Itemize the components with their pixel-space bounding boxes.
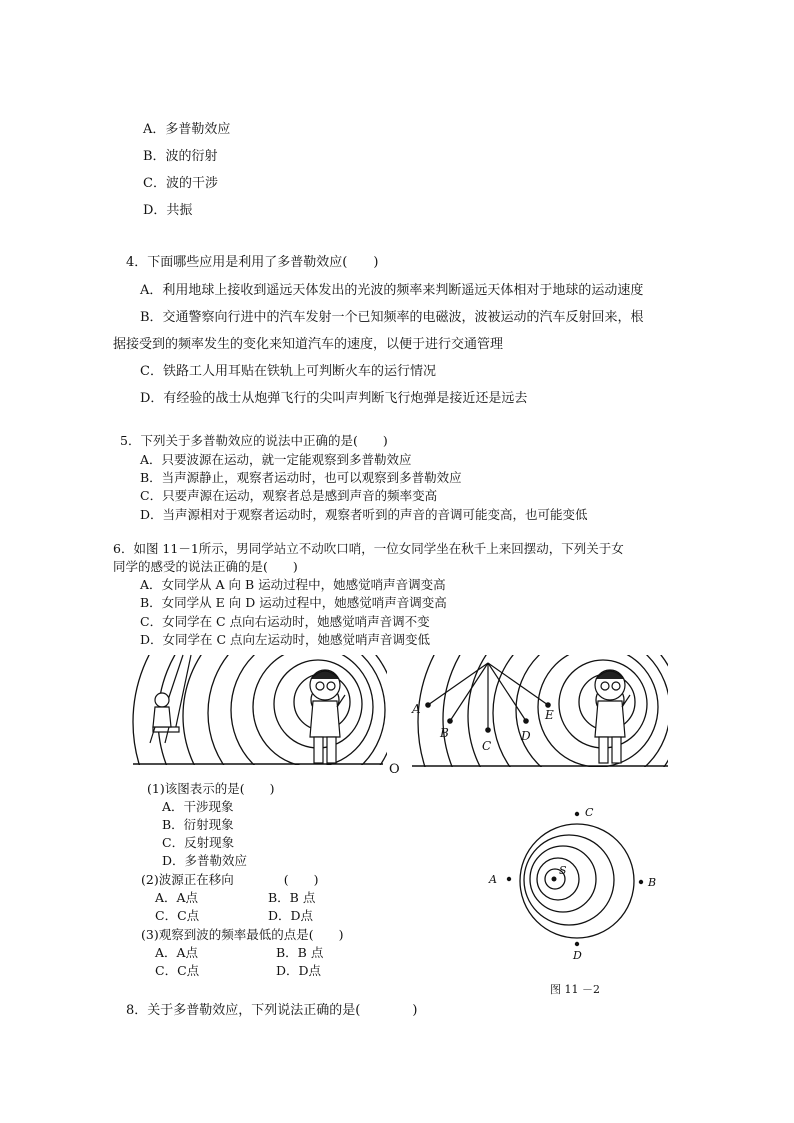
whistling-boy bbox=[310, 670, 345, 763]
point-a bbox=[507, 877, 511, 881]
q7-sub3-option-b: B．B 点 bbox=[276, 945, 324, 960]
q6-option-d: D．女同学在 C 点向左运动时，她感觉哨声音调变低 bbox=[140, 632, 431, 647]
point-label-a: A bbox=[412, 702, 421, 716]
q6-option-a: A．女同学从 A 向 B 运动过程中，她感觉哨声音调变高 bbox=[140, 577, 446, 592]
q7-sub2-option-a: A．A点 bbox=[155, 890, 199, 905]
figure-11-2-moving-source bbox=[480, 800, 670, 970]
q6-stem-line2: 同学的感受的说法正确的是( ) bbox=[113, 559, 298, 574]
q3-option-b: B．波的衍射 bbox=[143, 149, 218, 164]
q5-stem: 5．下列关于多普勒效应的说法中正确的是( ) bbox=[120, 433, 388, 448]
q5-option-b: B．当声源静止，观察者运动时，也可以观察到多普勒效应 bbox=[140, 470, 462, 485]
q3-option-c: C．波的干涉 bbox=[143, 176, 218, 191]
pendulum-lines bbox=[428, 663, 548, 730]
q7-sub1-option-c: C．反射现象 bbox=[162, 835, 235, 850]
q3-option-a: A．多普勒效应 bbox=[143, 122, 231, 137]
wave-circles bbox=[520, 824, 634, 938]
q5-option-a: A．只要波源在运动，就一定能观察到多普勒效应 bbox=[140, 452, 412, 467]
point-label-d: D bbox=[521, 729, 531, 743]
point-label-e: E bbox=[545, 708, 554, 722]
point-label-a2: A bbox=[489, 873, 497, 886]
q4-option-a: A．利用地球上接收到遥远天体发出的光波的频率来判断遥远天体相对于地球的运动速度 bbox=[140, 283, 644, 298]
point-label-b2: B bbox=[648, 876, 657, 889]
figure-o-label: O bbox=[389, 762, 400, 777]
whistling-boy-right bbox=[595, 670, 630, 763]
q4-option-b-line1: B．交通警察向行进中的汽车发射一个已知频率的电磁波，波被运动的汽车反射回来，根 bbox=[140, 310, 644, 325]
point-b bbox=[639, 880, 643, 884]
figure-11-2-caption: 图 11 －2 bbox=[550, 983, 600, 996]
q7-sub2-stem: (2)波源正在移向 ( ) bbox=[141, 872, 319, 887]
point-label-c2: C bbox=[585, 806, 594, 819]
q7-sub1-option-d: D．多普勒效应 bbox=[162, 853, 248, 868]
q7-sub2-option-d: D．D点 bbox=[268, 908, 314, 923]
q7-sub1-option-a: A．干涉现象 bbox=[162, 799, 234, 814]
q4-stem: 4．下面哪些应用是利用了多普勒效应( ) bbox=[126, 255, 379, 270]
q7-sub1-stem: (1)该图表示的是( ) bbox=[147, 781, 275, 796]
q7-sub3-option-c: C．C点 bbox=[155, 963, 200, 978]
point-label-c: C bbox=[482, 739, 492, 753]
q5-option-d: D．当声源相对于观察者运动时，观察者听到的声音的音调可能变高，也可能变低 bbox=[140, 507, 588, 522]
q7-sub1-option-b: B．衍射现象 bbox=[162, 817, 234, 832]
q6-option-b: B．女同学从 E 向 D 运动过程中，她感觉哨声音调变高 bbox=[140, 595, 447, 610]
q4-option-d: D．有经验的战士从炮弹飞行的尖叫声判断飞行炮弹是接近还是远去 bbox=[140, 391, 528, 406]
q6-option-c: C．女同学在 C 点向右运动时，她感觉哨声音调不变 bbox=[140, 614, 430, 629]
wave-source-point bbox=[552, 877, 557, 882]
q8-stem: 8．关于多普勒效应，下列说法正确的是( ) bbox=[126, 1003, 418, 1018]
q7-sub3-option-a: A．A点 bbox=[155, 945, 199, 960]
q5-option-c: C．只要声源在运动，观察者总是感到声音的频率变高 bbox=[140, 488, 438, 503]
q3-option-d: D．共振 bbox=[143, 203, 193, 218]
figure-left-swing-waves bbox=[125, 655, 390, 780]
wave-source-label: S bbox=[559, 864, 567, 877]
q7-sub2-option-b: B．B 点 bbox=[268, 890, 316, 905]
figure-right-swing-positions bbox=[410, 655, 670, 780]
q7-sub3-stem: (3)观察到波的频率最低的点是( ) bbox=[141, 927, 344, 942]
point-c bbox=[575, 812, 579, 816]
q4-option-b-line2: 据接受到的频率发生的变化来知道汽车的速度，以便于进行交通管理 bbox=[113, 337, 504, 352]
point-d bbox=[575, 942, 579, 946]
q4-option-c: C．铁路工人用耳贴在铁轨上可判断火车的运行情况 bbox=[140, 364, 436, 379]
q7-sub3-option-d: D．D点 bbox=[276, 963, 322, 978]
q7-sub2-option-c: C．C点 bbox=[155, 908, 200, 923]
point-label-d2: D bbox=[573, 949, 582, 962]
point-label-b: B bbox=[440, 726, 449, 740]
q6-stem-line1: 6．如图 11－1所示，男同学站立不动吹口哨，一位女同学坐在秋千上来回摆动，下列关于女 bbox=[113, 541, 624, 556]
